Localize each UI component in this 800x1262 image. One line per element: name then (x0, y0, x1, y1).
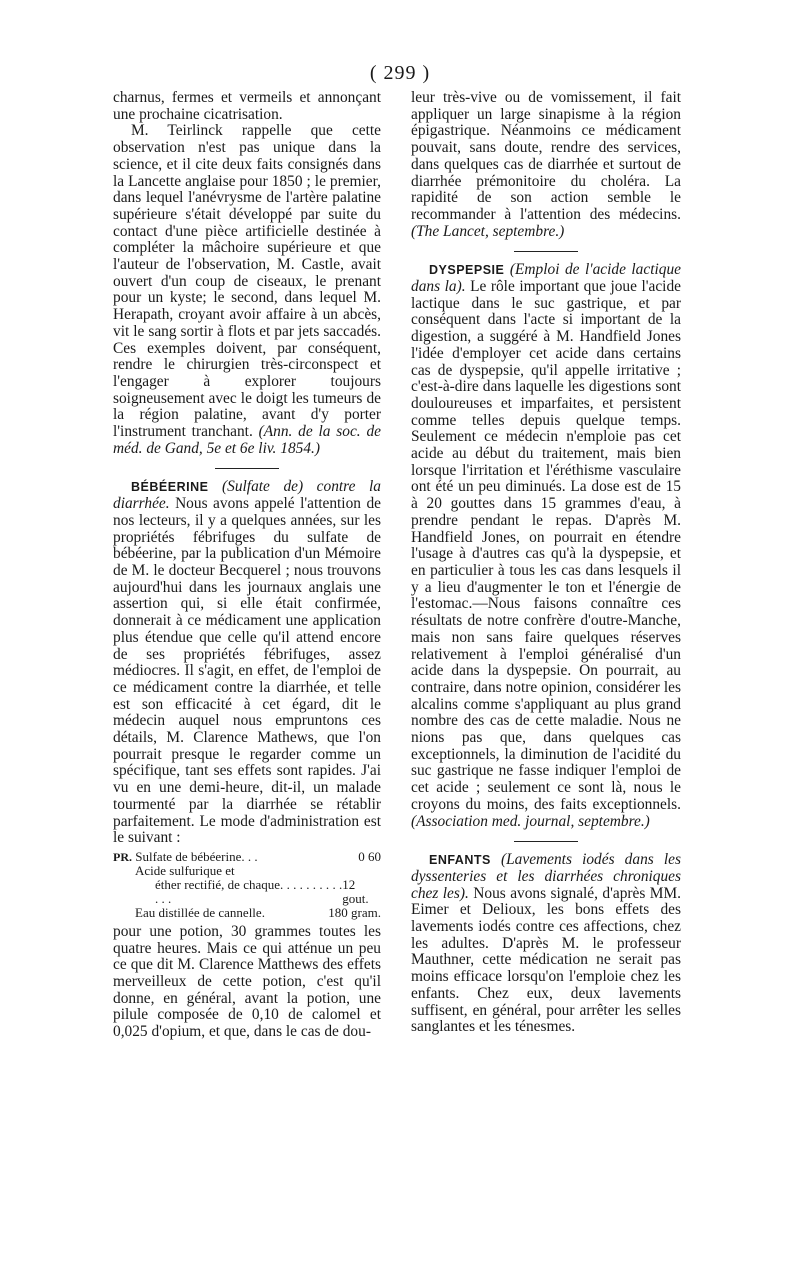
article-body: Nous avons signalé, d'après MM. Eimer et Delioux, les bons effets des lavements iodés contre ces affections, chez les adultes. D'après M. le professeur Mauthner, cette médication ne serait pas moins efficace lorsqu'on l'emploie chez les enfants. Chez eux, deux lavements suffisent, en général, pour arrêter les selles sanglantes et les ténesmes. (411, 884, 681, 1036)
right-column (411, 90, 681, 1036)
article-heading: DYSPEPSIE (429, 263, 505, 278)
formula-quantity: 0 60 (358, 848, 381, 864)
paragraph-text: leur très-vive ou de vomissement, il fait appliquer un large sinapisme à la région épigastrique. Néanmoins ce médicament pouvait, sans doute, rendre des services, dans quelques cas de diarrhée et surtout de diarrhée prémonitoire du choléra. La rapidité de son action semble le recommander à l'attention des médecins. (411, 89, 681, 223)
formula-prefix: PR. (113, 849, 132, 864)
formula-ingredient: Sulfate de bébéerine. . . (135, 848, 258, 864)
section-divider (514, 251, 578, 252)
page-number: ( 299 ) (369, 62, 431, 84)
article-subheading: (Sulfate de) contre la diarrhée. (113, 478, 381, 513)
formula-line (113, 906, 381, 920)
section-divider (514, 841, 578, 842)
article-dyspepsie (411, 262, 681, 830)
formula-ingredient: Acide sulfurique et (135, 862, 235, 878)
formula-quantity: 180 gram. (328, 904, 381, 920)
paragraph (113, 123, 381, 457)
section-divider (215, 468, 279, 469)
citation: (Ann. de la soc. de méd. de Gand, 5e et 6e liv. 1854.) (113, 423, 381, 457)
article-heading: BÉBÉERINE (131, 480, 209, 495)
formula-line (113, 878, 381, 906)
left-column (113, 90, 381, 1041)
formula-quantity: 12 gout. (342, 876, 369, 906)
article-body: Nous avons appelé l'attention de nos lecteurs, il y a quelques années, sur les propriétés fébrifuges du sulfate de bébéerine, par la publication d'un Mémoire de M. le docteur Becquerel ; nous trouvons aujourd'hui dans les journaux anglais une assertion qui, si elle était confirmée, donnerait à ce médicament une application plus étendue que celle qu'il attend encore de ses propriétés fébrifuges, assez médiocres. Il s'agit, en effet, de l'emploi de ce médicament contre la diarrhée, et telle est son efficacité à cet égard, dit le médecin auquel nous empruntons ces détails, M. Clarence Mathews, que l'on pourrait presque le regarder comme un spécifique, tant ses effets sont rapides. J'ai vu en une demi-heure, dit-il, un malade tourmenté par la diarrhée se rétablir parfaitement. Le mode d'administration est le suivant : (113, 495, 381, 847)
formula-line (113, 864, 381, 878)
paragraph (411, 90, 681, 240)
formula-ingredient: éther rectifié, de chaque. . . . . . . . . . . . . (155, 876, 343, 906)
citation: (The Lancet, septembre.) (411, 222, 565, 240)
article-heading: ENFANTS (429, 853, 491, 868)
article-bebeerine (113, 479, 381, 846)
paragraph: charnus, fermes et vermeils et annonçant une prochaine cicatrisation. (113, 89, 381, 123)
paragraph-text: M. Teirlinck rappelle que cette observation n'est pas unique dans la science, et il cite deux faits consignés dans la Lancette anglaise pour 1850 ; le premier, dans lequel l'anévrysme de l'artère palatine supérieure s'était développé par suite du contact d'une pièce artificielle destinée à compléter la mâchoire supérieure et que l'auteur de l'observation, M. Castle, avait ouvert d'un coup de ciseaux, le prenant pour un kyste; le second, dans lequel M. Herapath, croyant avoir affaire à un abcès, vit le sang sortir à flots et par jets saccadés. Ces exemples doivent, par conséquent, rendre le chirurgien très-circonspect et l'engager à explorer toujours soigneusement avec le doigt les tumeurs de la région palatine, avant d'y porter l'instrument tranchant. (113, 122, 381, 441)
paragraph: pour une potion, 30 grammes toutes les quatre heures. Mais ce qui atténue un peu ce que dit M. Clarence Matthews des effets merveilleux de cette potion, c'est qu'il donne, en général, avant la potion, une pilule composée de 0,10 de calomel et 0,025 d'opium, et que, dans le cas de dou- (113, 922, 381, 1041)
citation: (Association med. journal, septembre.) (411, 812, 650, 830)
article-subheading: (Emploi de l'acide lactique dans la). (411, 261, 681, 296)
article-body: Le rôle important que joue l'acide lactique dans le suc gastrique, et par conséquent dans l'acte si important de la digestion, a suggéré à M. Handfield Jones l'idée d'employer cet acide dans certains cas de dyspepsie, qu'il appelle irritative ; c'est-à-dire dans laquelle les digestions sont douloureuses et imparfaites, et persistent comme telles depuis quelque temps. Seulement ce médecin n'emploie pas cet acide au début du traitement, mais bien lorsque l'irritation et l'éréthisme vasculaire ont été un peu diminués. La dose est de 15 à 20 gouttes dans 15 grammes d'eau, à prendre pendant le repas. D'après M. Handfield Jones, on pourrait en étendre l'usage à d'autres cas qu'à la dyspepsie, et en particulier à tous les cas dans lesquels il y a lieu d'augmenter le ton et l'énergie de l'estomac.—Nous faisons connaître ces résultats de notre confrère d'outre-Manche, mais non sans faire quelques réserves relativement à l'emploi généralisé d'un acide dans la dyspepsie. On pourrait, au contraire, dans notre opinion, considérer les alcalins comme s'appliquant au plus grand nombre des cas de cette maladie. Nous ne nions pas que, dans quelques cas exceptionnels, la diminution de l'acidité du suc gastrique ne fasse indiquer l'emploi de cet acide ; seulement ce sont là, nous le croyons du moins, des faits exceptionnels. (411, 278, 681, 813)
formula-ingredient: Eau distillée de cannelle. (135, 904, 265, 920)
formula-line (113, 850, 381, 864)
prescription-formula (113, 850, 381, 920)
article-subheading: (Lavements iodés dans les dyssenteries et les diarrhées chroniques chez les). (411, 851, 681, 902)
article-enfants (411, 852, 681, 1036)
